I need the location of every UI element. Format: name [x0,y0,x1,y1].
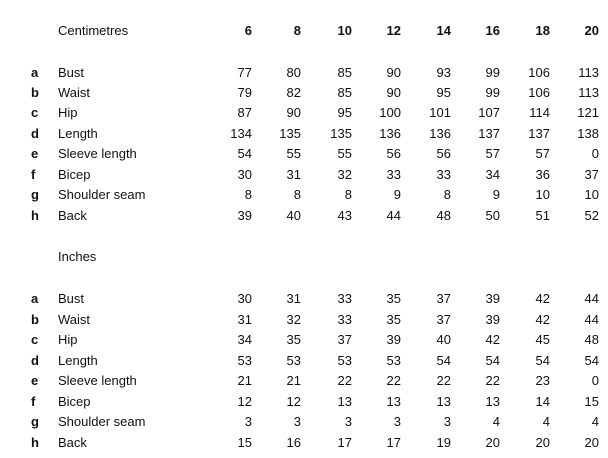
row-letter: a [31,291,39,306]
table-cell: 37 [337,332,352,347]
table-cell: 14 [535,394,550,409]
table-cell: 4 [591,414,599,429]
table-cell: 51 [535,208,550,223]
table-cell: 54 [584,353,599,368]
table-cell: 40 [436,332,451,347]
table-cell: 39 [386,332,401,347]
table-cell: 9 [492,187,500,202]
table-cell: 106 [528,65,550,80]
row-label: Back [58,208,87,223]
row-letter: e [31,146,39,161]
table-cell: 15 [237,435,252,450]
row-label: Hip [58,105,78,120]
size-header-16: 16 [485,23,500,38]
table-row [0,371,608,391]
table-cell: 135 [330,126,352,141]
table-cell: 32 [286,312,301,327]
table-cell: 8 [443,187,451,202]
table-cell: 33 [386,167,401,182]
table-cell: 23 [535,373,550,388]
table-cell: 50 [485,208,500,223]
table-cell: 101 [429,105,451,120]
table-cell: 90 [286,105,301,120]
table-cell: 3 [244,414,252,429]
row-letter: e [31,373,39,388]
table-cell: 3 [393,414,401,429]
table-cell: 21 [286,373,301,388]
table-cell: 39 [485,291,500,306]
row-label: Bicep [58,167,91,182]
table-cell: 36 [535,167,550,182]
table-cell: 13 [485,394,500,409]
table-cell: 9 [393,187,401,202]
table-cell: 44 [386,208,401,223]
table-cell: 0 [591,146,599,161]
table-row [0,392,608,412]
table-cell: 8 [344,187,352,202]
size-header-10: 10 [337,23,352,38]
inches-section-title: Inches [58,249,97,264]
table-cell: 80 [286,65,301,80]
row-label: Bicep [58,394,91,409]
table-cell: 54 [237,146,252,161]
table-cell: 35 [386,312,401,327]
size-header-8: 8 [293,23,301,38]
table-cell: 48 [584,332,599,347]
table-row [0,433,608,453]
table-cell: 31 [286,291,301,306]
row-label: Hip [58,332,78,347]
cm-section-title: Centimetres [58,23,129,38]
table-cell: 31 [237,312,252,327]
table-cell: 55 [337,146,352,161]
row-label: Length [58,353,98,368]
table-cell: 3 [443,414,451,429]
table-cell: 137 [528,126,550,141]
table-cell: 22 [386,373,401,388]
table-cell: 106 [528,85,550,100]
table-cell: 87 [237,105,252,120]
table-cell: 57 [485,146,500,161]
table-cell: 137 [478,126,500,141]
row-label: Sleeve length [58,146,137,161]
table-cell: 90 [386,65,401,80]
table-row [0,165,608,185]
row-letter: f [31,394,36,409]
table-cell: 85 [337,65,352,80]
row-letter: h [31,435,39,450]
inches-header-row [0,247,608,267]
table-cell: 34 [237,332,252,347]
table-cell: 33 [436,167,451,182]
table-cell: 3 [344,414,352,429]
table-cell: 33 [337,312,352,327]
table-cell: 13 [337,394,352,409]
row-letter: f [31,167,36,182]
table-cell: 20 [584,435,599,450]
row-letter: d [31,353,39,368]
table-row [0,103,608,123]
table-cell: 33 [337,291,352,306]
size-header-14: 14 [436,23,451,38]
table-cell: 16 [286,435,301,450]
table-cell: 100 [379,105,401,120]
table-cell: 99 [485,65,500,80]
table-cell: 22 [337,373,352,388]
table-cell: 13 [386,394,401,409]
table-cell: 113 [578,65,599,80]
row-label: Shoulder seam [58,414,146,429]
table-cell: 3 [293,414,301,429]
table-cell: 57 [535,146,550,161]
row-letter: d [31,126,39,141]
table-cell: 43 [337,208,352,223]
table-cell: 107 [478,105,500,120]
row-label: Bust [58,65,85,80]
table-cell: 21 [237,373,252,388]
table-cell: 55 [286,146,301,161]
table-cell: 30 [237,167,252,182]
row-letter: b [31,312,39,327]
table-cell: 136 [429,126,451,141]
table-cell: 44 [584,291,599,306]
table-cell: 4 [492,414,500,429]
table-row [0,185,608,205]
table-cell: 15 [584,394,599,409]
row-letter: b [31,85,39,100]
row-label: Shoulder seam [58,187,146,202]
table-cell: 12 [286,394,301,409]
table-cell: 135 [279,126,301,141]
size-header-12: 12 [386,23,401,38]
table-cell: 44 [584,312,599,327]
table-row [0,124,608,144]
table-cell: 22 [436,373,451,388]
table-cell: 90 [386,85,401,100]
table-row [0,351,608,371]
table-cell: 77 [237,65,252,80]
table-cell: 56 [436,146,451,161]
table-cell: 42 [485,332,500,347]
table-cell: 20 [485,435,500,450]
row-letter: c [31,105,39,120]
row-letter: h [31,208,39,223]
table-cell: 53 [286,353,301,368]
table-cell: 113 [578,85,599,100]
table-cell: 10 [535,187,550,202]
row-letter: a [31,65,39,80]
table-cell: 82 [286,85,301,100]
table-cell: 53 [386,353,401,368]
table-cell: 42 [535,291,550,306]
table-cell: 134 [230,126,252,141]
table-row [0,63,608,83]
table-cell: 37 [584,167,599,182]
row-label: Length [58,126,98,141]
table-row [0,83,608,103]
table-cell: 13 [436,394,451,409]
row-letter: g [31,414,39,429]
table-cell: 0 [591,373,599,388]
table-cell: 35 [286,332,301,347]
table-cell: 31 [286,167,301,182]
table-row [0,412,608,432]
cm-header-row [0,21,608,41]
row-label: Waist [58,312,91,327]
table-cell: 20 [535,435,550,450]
table-cell: 54 [436,353,451,368]
table-row [0,330,608,350]
table-cell: 121 [577,105,599,120]
table-cell: 54 [485,353,500,368]
row-label: Waist [58,85,91,100]
table-cell: 10 [584,187,599,202]
row-letter: g [31,187,39,202]
table-cell: 53 [237,353,252,368]
table-cell: 45 [535,332,550,347]
table-cell: 37 [436,291,451,306]
size-header-6: 6 [244,23,252,38]
table-cell: 37 [436,312,451,327]
table-cell: 39 [485,312,500,327]
table-cell: 32 [337,167,352,182]
table-cell: 22 [485,373,500,388]
table-cell: 12 [237,394,252,409]
table-cell: 39 [237,208,252,223]
row-label: Bust [58,291,85,306]
table-cell: 17 [337,435,352,450]
table-cell: 93 [436,65,451,80]
table-cell: 56 [386,146,401,161]
size-header-20: 20 [584,23,599,38]
table-cell: 99 [485,85,500,100]
table-cell: 114 [529,105,550,120]
row-label: Back [58,435,87,450]
table-row [0,310,608,330]
table-cell: 42 [535,312,550,327]
row-label: Sleeve length [58,373,137,388]
table-cell: 8 [244,187,252,202]
table-cell: 48 [436,208,451,223]
table-cell: 19 [436,435,451,450]
table-cell: 17 [386,435,401,450]
row-letter: c [31,332,39,347]
table-cell: 30 [237,291,252,306]
table-cell: 8 [293,187,301,202]
table-cell: 85 [337,85,352,100]
table-cell: 34 [485,167,500,182]
table-cell: 95 [436,85,451,100]
table-cell: 40 [286,208,301,223]
table-cell: 35 [386,291,401,306]
table-cell: 52 [584,208,599,223]
table-row [0,144,608,164]
table-cell: 54 [535,353,550,368]
table-row [0,206,608,226]
size-header-18: 18 [535,23,550,38]
table-cell: 138 [577,126,599,141]
table-row [0,289,608,309]
table-cell: 95 [337,105,352,120]
table-cell: 79 [237,85,252,100]
table-cell: 136 [379,126,401,141]
table-cell: 53 [337,353,352,368]
table-cell: 4 [542,414,550,429]
